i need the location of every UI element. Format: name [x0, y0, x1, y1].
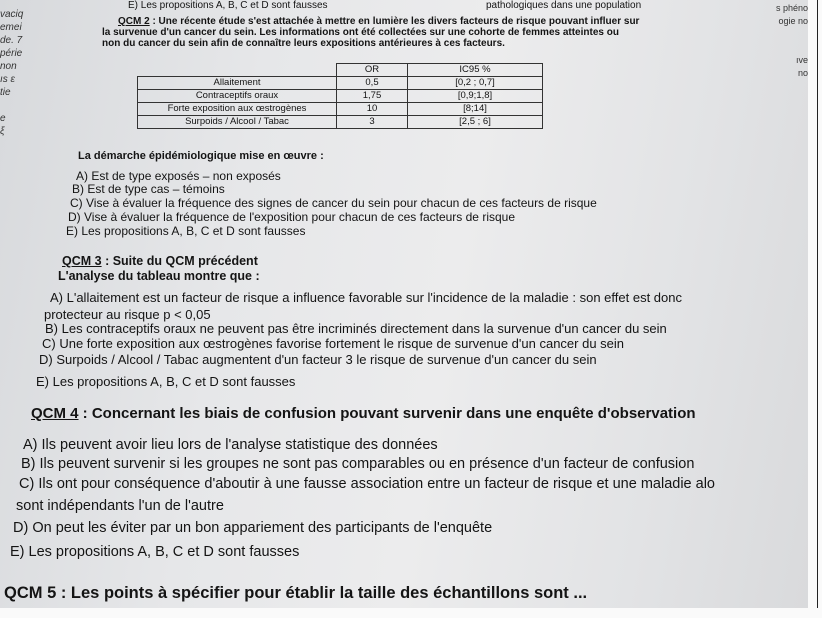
qcm3-subtitle: L'analyse du tableau montre que : [58, 269, 260, 283]
margin-fragment: non [0, 61, 17, 72]
margin-fragment: s phéno [775, 3, 808, 13]
table-row [138, 77, 543, 90]
qcm2-intro [102, 16, 639, 49]
margin-fragment: no [797, 68, 808, 78]
qcm2-option-c: C) Vise à évaluer la fréquence des signes de cancer du sein pour chacun de ces facteurs de risque [70, 196, 597, 210]
qcm3-title [62, 255, 258, 268]
margin-fragment: ogie no [778, 16, 808, 26]
margin-fragment: e [0, 113, 6, 124]
table-cell: [2,5 ; 6] [408, 116, 543, 129]
qcm2-label: QCM 2 [118, 16, 150, 27]
qcm4-label: QCM 4 [31, 405, 79, 422]
table-cell: Surpoids / Alcool / Tabac [138, 116, 337, 129]
margin-fragment: ıve [795, 55, 808, 65]
qcm5-label: QCM 5 [4, 584, 57, 602]
table-cell: 3 [337, 116, 408, 129]
table-cell: 1,75 [337, 90, 408, 103]
qcm3-option-a: A) L'allaitement est un facteur de risque a influence favorable sur l'incidence de la maladie : son effet est donc [50, 290, 682, 305]
table-cell: 0,5 [337, 77, 408, 90]
margin-fragment: ıs ε [0, 74, 15, 85]
table-row [138, 90, 543, 103]
qcm4-option-e: E) Les propositions A, B, C et D sont fausses [10, 544, 300, 560]
qcm3-option-c: C) Une forte exposition aux œstrogènes favorise fortement le risque de survenue d'un cancer du sein [42, 336, 625, 351]
table-row [138, 116, 543, 129]
odds-ratio-table [137, 63, 543, 129]
margin-fragment [776, 41, 808, 54]
top-cut-option-e: E) Les propositions A, B, C et D sont fausses [128, 0, 328, 11]
qcm3-title-text: : Suite du QCM précédent [101, 254, 258, 268]
qcm2-question: La démarche épidémiologique mise en œuvre : [78, 150, 324, 162]
qcm2-option-d: D) Vise à évaluer la fréquence de l'exposition pour chacun de ces facteurs de risque [68, 210, 515, 224]
qcm2-option-e: E) Les propositions A, B, C et D sont fausses [66, 224, 306, 238]
right-frame [808, 0, 822, 618]
table-header-row [138, 64, 543, 77]
table-cell: [0,2 ; 0,7] [408, 77, 543, 90]
qcm4-option-d: D) On peut les éviter par un bon appariement des participants de l'enquête [13, 520, 493, 536]
table-cell: Contraceptifs oraux [138, 90, 337, 103]
right-frame-line [817, 0, 818, 618]
qcm3-option-d: D) Surpoids / Alcool / Tabac augmentent d'un facteur 3 le risque de survenue d'un cancer du sein [39, 352, 597, 367]
qcm5-title-text: : Les points à spécifier pour établir la taille des échantillons sont ... [56, 584, 588, 602]
qcm4-title [31, 405, 696, 422]
qcm2-intro-line: : Une récente étude s'est attachée à mettre en lumière les divers facteurs de risque pouvant influer sur [149, 16, 640, 27]
margin-fragment: ξ [0, 126, 5, 137]
left-margin-fragments [0, 0, 23, 138]
table-cell: Allaitement [138, 77, 337, 90]
table-header-cell [138, 64, 337, 77]
margin-fragment: emei [0, 22, 22, 33]
qcm3-option-b: B) Les contraceptifs oraux ne peuvent pas être incriminés directement dans la survenue d'un cancer du sein [45, 321, 667, 336]
margin-fragment [776, 28, 808, 41]
qcm4-option-c-continued: sont indépendants l'un de l'autre [16, 498, 224, 514]
qcm4-option-a: A) Ils peuvent avoir lieu lors de l'analyse statistique des données [23, 437, 438, 453]
table-header-cell: OR [337, 64, 408, 77]
qcm4-option-c: C) Ils ont pour conséquence d'aboutir à une fausse association entre un facteur de risque et une maladie alo [19, 476, 715, 492]
margin-fragment [0, 99, 23, 112]
margin-fragment: périe [0, 48, 23, 59]
margin-fragment: de. 7 [0, 35, 23, 46]
table-row [138, 103, 543, 116]
margin-fragment: tie [0, 87, 11, 98]
table-header-cell: IC95 % [408, 64, 543, 77]
qcm5-title [4, 584, 587, 603]
table-cell: [8;14] [408, 103, 543, 116]
qcm2-intro-line: non du cancer du sein afin de connaître leurs expositions antérieures à ces facteurs. [102, 38, 505, 49]
qcm3-label: QCM 3 [62, 254, 102, 268]
qcm2-option-b: B) Est de type cas – témoins [72, 182, 225, 196]
qcm2-intro-line: la survenue d'un cancer du sein. Les informations ont été collectées sur une cohorte de femmes atteintes ou [102, 27, 619, 38]
table-cell: 10 [337, 103, 408, 116]
qcm3-option-a-continued: protecteur au risque p < 0,05 [44, 307, 211, 322]
qcm4-option-b: B) Ils peuvent survenir si les groupes ne sont pas comparables ou en présence d'un facteur de confusion [21, 456, 695, 472]
right-margin-fragments [776, 2, 808, 80]
bottom-frame [0, 608, 822, 618]
qcm2-option-a: A) Est de type exposés – non exposés [76, 169, 281, 183]
qcm4-title-text: : Concernant les biais de confusion pouvant survenir dans une enquête d'observation [78, 405, 696, 422]
margin-fragment: vaciq [0, 9, 24, 20]
table-cell: Forte exposition aux œstrogènes [138, 103, 337, 116]
top-cut-fragment: pathologiques dans une population [486, 0, 642, 11]
qcm3-option-e: E) Les propositions A, B, C et D sont fausses [36, 374, 296, 389]
table-cell: [0,9;1,8] [408, 90, 543, 103]
